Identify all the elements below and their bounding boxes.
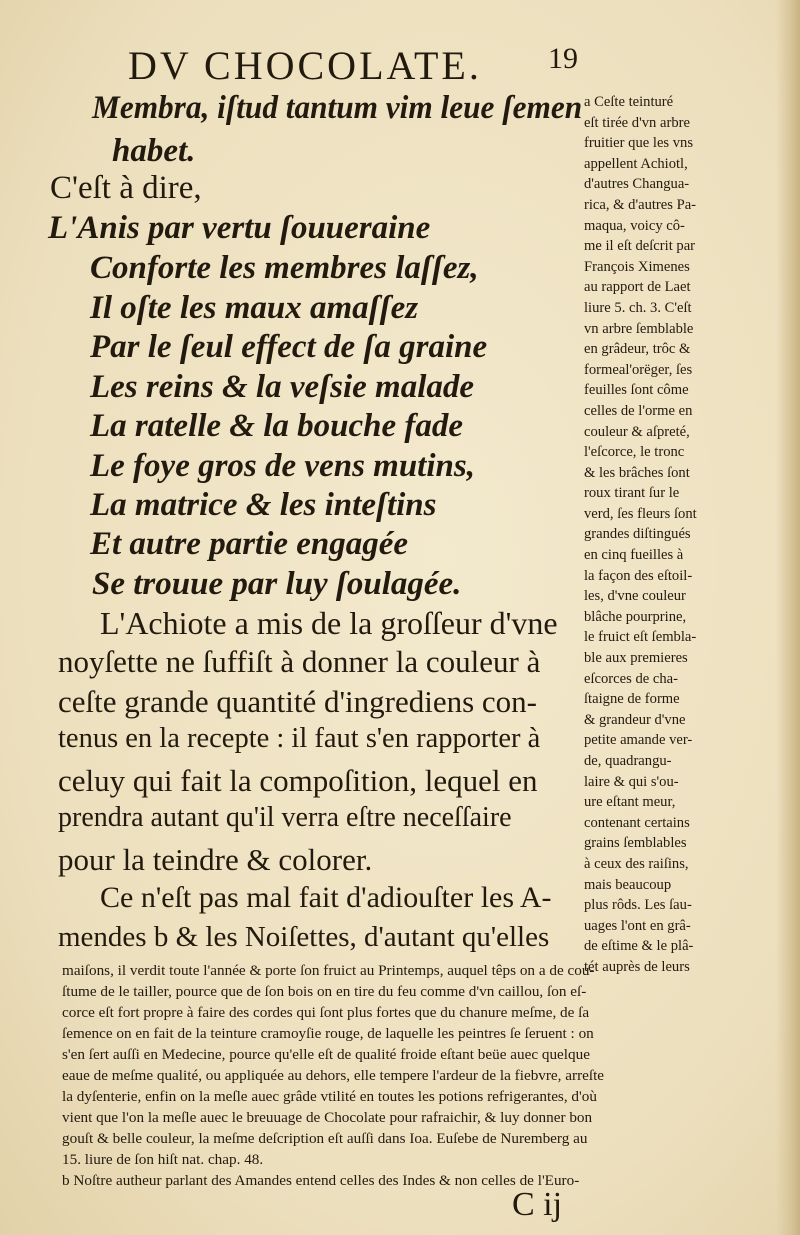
body-line: Ce n'eſt pas mal fait d'adiouſter les A- — [100, 881, 552, 914]
margin-line: roux tirant ſur le — [584, 485, 680, 502]
body-line: L'Achiote a mis de la groſſeur d'vne — [100, 605, 558, 641]
margin-line: au rapport de Laet — [584, 279, 691, 296]
margin-line: d'autres Changua- — [584, 176, 690, 193]
signature-mark: C ij — [512, 1186, 563, 1223]
margin-line: ure eſtant meur, — [584, 794, 676, 811]
margin-line: celles de l'orme en — [584, 402, 693, 419]
margin-line: en cinq fueilles à — [584, 547, 684, 564]
margin-line: mais beaucoup — [584, 876, 672, 893]
verse-line: Il oſte les maux amaſſez — [90, 290, 419, 326]
margin-line: rica, & d'autres Pa- — [584, 196, 697, 213]
margin-line: uages l'ont en grâ- — [584, 917, 691, 934]
margin-line: maqua, voicy cô- — [584, 217, 685, 234]
verse-line: La ratelle & la bouche fade — [90, 408, 464, 444]
verse-line: Les reins & la veſsie malade — [90, 369, 475, 405]
margin-line: formeal'orëger, ſes — [584, 361, 693, 378]
body-line: tenus en la recepte : il faut s'en rapporter à — [58, 723, 541, 754]
margin-line: & les brâches ſont — [584, 464, 690, 481]
margin-line: la façon des eſtoil- — [584, 567, 693, 584]
verse-line: habet. — [112, 133, 196, 169]
footnote-line: maiſons, il verdit toute l'année & porte ſon fruict au Printemps, auquel têps on a de cou- — [62, 962, 595, 979]
margin-line: le fruict eſt ſembla- — [584, 629, 697, 646]
body-line: noyſette ne ſuffiſt à donner la couleur à — [58, 644, 541, 679]
page-number: 19 — [548, 42, 578, 75]
verse-line: Conforte les membres laſſez, — [90, 250, 479, 286]
margin-line: grandes diſtingués — [584, 526, 691, 543]
margin-line: appellent Achiotl, — [584, 155, 688, 172]
verse-line: La matrice & les inteſtins — [90, 487, 437, 523]
verse-line: Se trouue par luy ſoulagée. — [92, 566, 462, 602]
margin-line: blâche pourprine, — [584, 608, 687, 625]
margin-line: liure 5. ch. 3. C'eſt — [584, 299, 692, 316]
margin-line: vn arbre ſemblable — [584, 320, 694, 337]
margin-line: laire & qui s'ou- — [584, 773, 679, 790]
verse-line: Membra, iſtud tantum vim leue ſemen — [92, 90, 583, 126]
margin-line: eſcorces de cha- — [584, 670, 678, 687]
margin-line: de, quadrangu- — [584, 753, 672, 769]
margin-line: les, d'vne couleur — [584, 588, 686, 605]
footnote-line: ſtume de le tailler, pource que de ſon bois on en tire du feu comme d'vn caillou, ſon eſ- — [62, 983, 587, 1000]
body-line: celuy qui fait la compoſition, lequel en — [58, 763, 538, 798]
body-line: mendes b & les Noiſettes, d'autant qu'elles — [58, 921, 550, 953]
page-edge-shadow — [776, 0, 800, 1235]
footnote-line: s'en ſert auſſi en Medecine, pource qu'elle eſt de qualité froide eſtant beüe auec quelque — [62, 1046, 590, 1063]
margin-line: l'eſcorce, le tronc — [584, 444, 685, 461]
margin-line: couleur & aſpreté, — [584, 423, 690, 440]
verse-line: L'Anis par vertu ſouueraine — [48, 210, 431, 246]
body-line: pour la teindre & colorer. — [58, 842, 373, 877]
margin-line: François Ximenes — [584, 258, 690, 275]
body-line: prendra autant qu'il verra eſtre neceſſaire — [58, 802, 512, 833]
margin-line: de eſtime & le plâ- — [584, 938, 694, 955]
footnote-line: gouſt & belle couleur, la meſme deſcription eſt auſſi dans Ioa. Euſebe de Nuremberg au — [62, 1130, 588, 1147]
margin-line: petite amande ver- — [584, 732, 693, 749]
footnote-line: b Noſtre autheur parlant des Amandes entend celles des Indes & non celles de l'Euro- — [62, 1172, 580, 1189]
margin-line: ble aux premieres — [584, 650, 688, 667]
footnote-line: corce eſt fort propre à faire des cordes qui ſont plus fortes que du chanure meſme, de ſa — [62, 1004, 590, 1021]
margin-line: ſtaigne de forme — [584, 691, 680, 708]
footnote-line: vient que l'on la meſle auec le breuuage de Chocolate pour rafraichir, & luy donner bon — [62, 1109, 593, 1126]
margin-line: contenant certains — [584, 814, 690, 831]
margin-line: eſt tirée d'vn arbre — [584, 114, 690, 131]
body-line: ceſte grande quantité d'ingrediens con- — [58, 684, 538, 719]
margin-line: verd, ſes fleurs ſont — [584, 505, 697, 522]
footnote-line: la dyſenterie, enfin on la meſle auec grâde vtilité en toutes les potions refrigerantes, d'où — [62, 1088, 597, 1105]
margin-line: plus rôds. Les ſau- — [584, 897, 692, 914]
margin-line: grains ſemblables — [584, 835, 687, 852]
verse-line: Et autre partie engagée — [90, 526, 409, 562]
transition-line: C'eſt à dire, — [50, 170, 202, 206]
margin-line: feuilles ſont côme — [584, 382, 689, 399]
verse-line: Le foye gros de vens mutins, — [90, 448, 475, 484]
margin-line: à ceux des raiſins, — [584, 855, 689, 872]
margin-line: a Ceſte teinturé — [584, 94, 674, 110]
verse-line: Par le ſeul effect de ſa graine — [90, 329, 488, 365]
marginal-note — [584, 92, 736, 978]
footnote-line: ſemence on en fait de la teinture cramoyſie rouge, de laquelle les peintres ſe ſeruent : on — [62, 1025, 594, 1042]
margin-line: fruitier que les vns — [584, 135, 694, 152]
margin-line: tét auprès de leurs — [584, 958, 690, 975]
footnote-line: eaue de meſme qualité, ou appliquée au dehors, elle tempere l'ardeur de la fiebvre, arreſte — [62, 1067, 605, 1084]
margin-line: en grâdeur, trôc & — [584, 341, 691, 358]
margin-line: & grandeur d'vne — [584, 711, 686, 728]
running-header: DV CHOCOLATE. — [128, 43, 482, 88]
margin-line: me il eſt deſcrit par — [584, 238, 696, 255]
footnote-line: 15. liure de ſon hiſt nat. chap. 48. — [62, 1151, 264, 1168]
